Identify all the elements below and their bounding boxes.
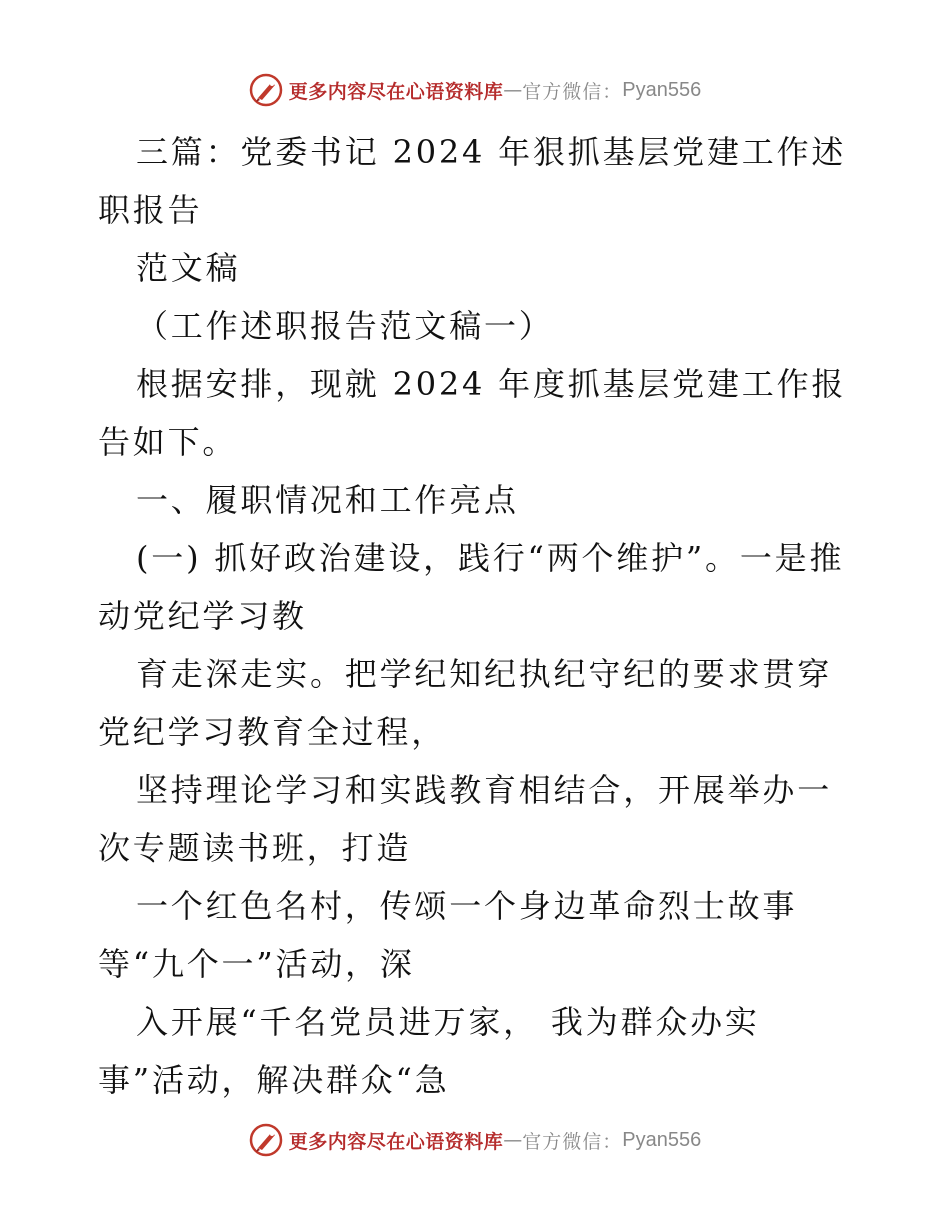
banner-wechat-label: 官方微信： [522, 80, 623, 103]
document-subtitle-note: （工作述职报告范文稿一） [136, 307, 554, 345]
banner-wechat-id: Pyan556 [622, 78, 702, 101]
section-heading: 一、履职情况和工作亮点 [136, 481, 519, 519]
paragraph: 入开展“千名党员进万家， 我为群众办实 事”活动，解决群众“急 [98, 1003, 760, 1099]
banner-main-text: 更多内容尽在心语资料库 [288, 1130, 504, 1153]
paragraph: 坚持理论学习和实践教育相结合，开展举办一次专题读书班，打造 [98, 771, 833, 867]
quill-pen-logo-icon [249, 73, 283, 107]
paragraph: 根据安排，现就 2024 年度抓基层党建工作报告如下。 [98, 365, 847, 461]
paragraph: 一个红色名村，传颂一个身边革命烈士故事 等“九个一”活动，深 [98, 887, 798, 983]
banner-main-text: 更多内容尽在心语资料库 [288, 80, 504, 103]
header-banner [0, 68, 950, 112]
document-title: 三篇：党委书记 2024 年狠抓基层党建工作述职报告 [98, 133, 847, 229]
banner-separator: — [503, 79, 523, 101]
banner-wechat-label: 官方微信： [522, 1130, 623, 1153]
banner-separator: — [503, 1129, 523, 1151]
paragraph: 育走深走实。把学纪知纪执纪守纪的要求贯穿党纪学习教育全过程， [98, 655, 833, 751]
quill-pen-logo-icon [249, 1123, 283, 1157]
document-body [98, 123, 858, 1109]
paragraph: (一) 抓好政治建设，践行“两个维护”。一是推动党纪学习教 [98, 539, 845, 635]
footer-banner [0, 1118, 950, 1162]
banner-wechat-id: Pyan556 [622, 1128, 702, 1151]
document-subtitle: 范文稿 [136, 249, 241, 287]
